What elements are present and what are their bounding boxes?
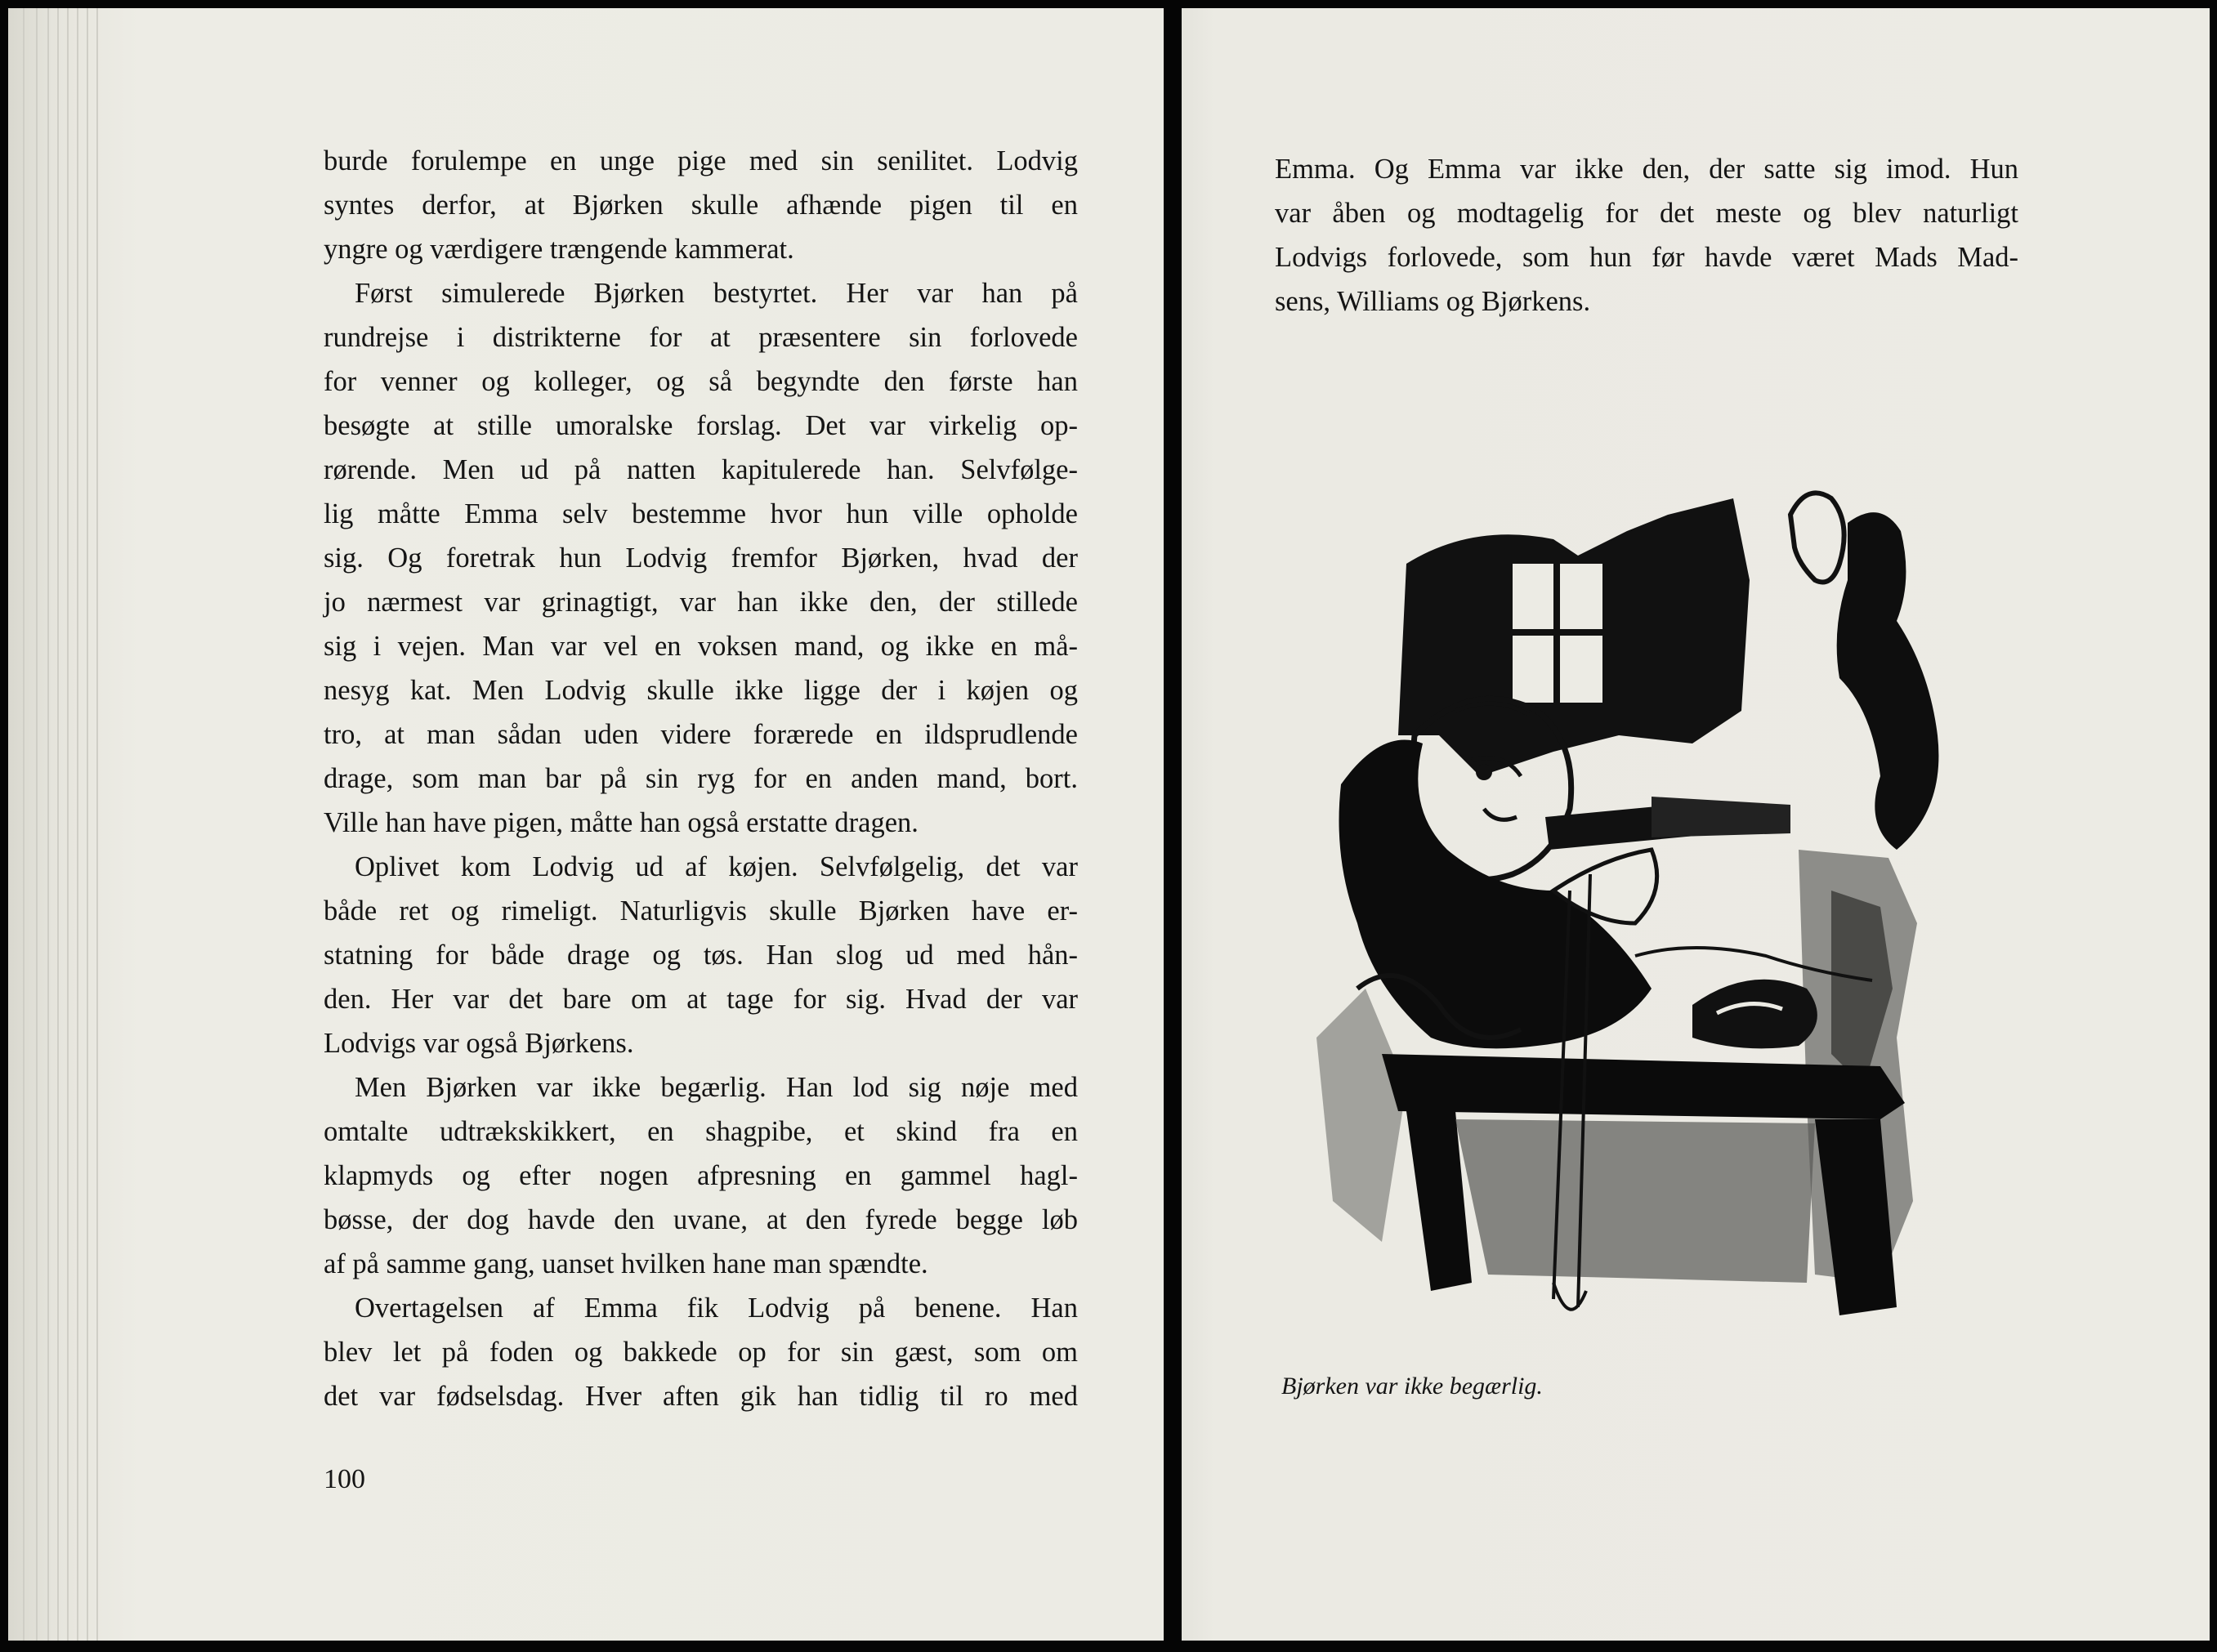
- text-line: sig. Og foretrak hun Lodvig fremfor Bjørken, hvad der: [324, 542, 1078, 574]
- text-line: blev let på foden og bakkede op for sin gæst, som om: [324, 1337, 1078, 1368]
- page-number: 100: [324, 1464, 365, 1494]
- text-line: Først simulerede Bjørken bestyrtet. Her var han på: [355, 278, 1078, 309]
- text-line: Lodvigs var også Bjørkens.: [324, 1028, 634, 1059]
- text-line: for venner og kolleger, og så begyndte den første han: [324, 366, 1078, 397]
- text-line: Lodvigs forlovede, som hun før havde været Mads Mad-: [1275, 242, 2018, 273]
- text-line: omtalte udtrækskikkert, en shagpibe, et skind fra en: [324, 1116, 1078, 1147]
- text-line: Overtagelsen af Emma fik Lodvig på benene. Han: [355, 1293, 1078, 1324]
- text-line: syntes derfor, at Bjørken skulle afhænde pigen til en: [324, 190, 1078, 221]
- text-line: af på samme gang, uanset hvilken hane man spændte.: [324, 1248, 928, 1279]
- page-edges: [8, 8, 114, 1641]
- text-line: rørende. Men ud på natten kapitulerede han. Selvfølge-: [324, 454, 1078, 485]
- text-line: den. Her var det bare om at tage for sig. Hvad der var: [324, 984, 1078, 1015]
- text-line: rundrejse i distrikterne for at præsentere sin forlovede: [324, 322, 1078, 353]
- text-line: det var fødselsdag. Hver aften gik han tidlig til ro med: [324, 1381, 1078, 1412]
- text-line: tro, at man sådan uden videre forærede en ildsprudlende: [324, 719, 1078, 750]
- ink-illustration: [1308, 466, 2027, 1348]
- text-line: burde forulempe en unge pige med sin senilitet. Lodvig: [324, 145, 1078, 176]
- text-line: lig måtte Emma selv bestemme hvor hun ville opholde: [324, 498, 1078, 529]
- text-line: Oplivet kom Lodvig ud af køjen. Selvfølgelig, det var: [355, 851, 1078, 882]
- text-line: Ville han have pigen, måtte han også erstatte dragen.: [324, 807, 919, 838]
- left-page: [8, 8, 1164, 1641]
- text-line: var åben og modtagelig for det meste og blev naturligt: [1275, 198, 2018, 229]
- right-page: [1182, 8, 2210, 1641]
- text-line: yngre og værdigere trængende kammerat.: [324, 234, 794, 265]
- text-line: statning for både drage og tøs. Han slog ud med hån-: [324, 940, 1078, 971]
- text-line: Emma. Og Emma var ikke den, der satte sig imod. Hun: [1275, 154, 2018, 185]
- figure-caption: Bjørken var ikke begærlig.: [1281, 1373, 1543, 1400]
- text-line: både ret og rimeligt. Naturligvis skulle Bjørken have er-: [324, 895, 1078, 926]
- text-line: nesyg kat. Men Lodvig skulle ikke ligge der i køjen og: [324, 675, 1078, 706]
- text-line: sens, Williams og Bjørkens.: [1275, 286, 1591, 317]
- text-line: drage, som man bar på sin ryg for en anden mand, bort.: [324, 763, 1078, 794]
- text-line: Men Bjørken var ikke begærlig. Han lod sig nøje med: [355, 1072, 1078, 1103]
- right-body-text: [1275, 147, 2018, 324]
- text-line: sig i vejen. Man var vel en voksen mand, og ikke en må-: [324, 631, 1078, 662]
- left-body-text: [324, 139, 1078, 1418]
- text-line: besøgte at stille umoralske forslag. Det var virkelig op-: [324, 410, 1078, 441]
- text-line: jo nærmest var grinagtigt, var han ikke den, der stillede: [324, 587, 1078, 618]
- text-line: klapmyds og efter nogen afpresning en gammel hagl-: [324, 1160, 1078, 1191]
- text-line: bøsse, der dog havde den uvane, at den fyrede begge løb: [324, 1204, 1078, 1235]
